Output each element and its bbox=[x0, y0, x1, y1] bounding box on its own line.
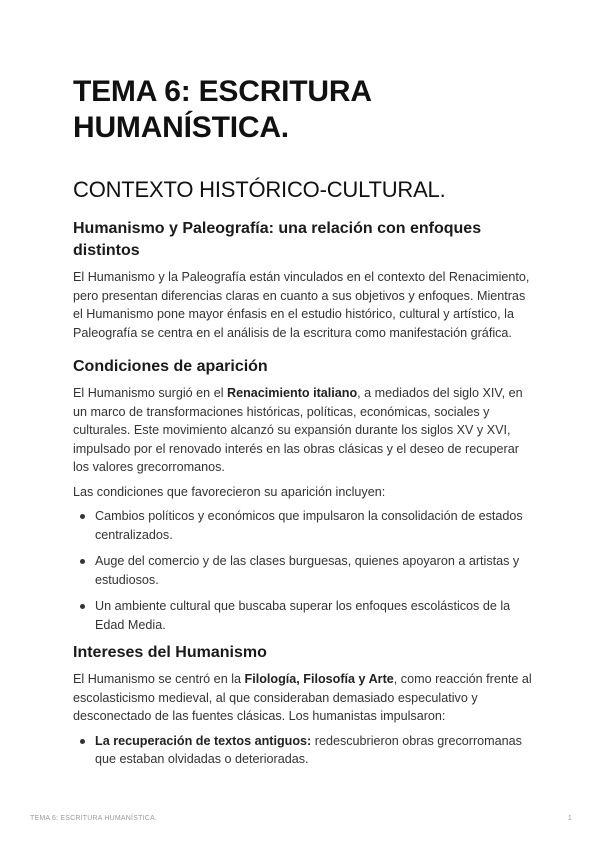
subsection-heading-humanismo-paleografia: Humanismo y Paleografía: una relación con enfoques distintos bbox=[73, 220, 482, 259]
page-footer bbox=[30, 815, 572, 822]
bullet-list-intereses bbox=[73, 732, 533, 769]
paragraph-humanismo-paleografia: El Humanismo y la Paleografía están vinculados en el contexto del Renacimiento, pero presentan diferencias claras en cuanto a sus objetivos y enfoques. Mientras el Humanismo pone mayor énfasis en el estudio histórico, cultural y artístico, la Paleografía se centra en el análisis de la escritura como manifestación gráfica. bbox=[73, 270, 530, 340]
paragraph-condiciones-intro: Las condiciones que favorecieron su aparición incluyen: bbox=[73, 484, 386, 499]
subsection-heading-condiciones: Condiciones de aparición bbox=[73, 358, 268, 375]
paragraph-intereses bbox=[73, 670, 533, 726]
bold-text: Renacimiento italiano bbox=[227, 386, 358, 400]
page-number: 1 bbox=[567, 815, 572, 822]
text-run: , como reacción frente al escolasticismo medieval, al que consideraban demasiado especulativo y desconectado de las fuentes clásicas. Los humanistas impulsaron: bbox=[73, 672, 532, 723]
text-run: redescubrieron obras grecorromanas que estaban olvidadas o deterioradas. bbox=[95, 733, 522, 766]
list-item bbox=[73, 732, 533, 769]
section-title: CONTEXTO HISTÓRICO-CULTURAL. bbox=[73, 177, 446, 202]
footer-label: TEMA 6: ESCRITURA HUMANÍSTICA. bbox=[30, 815, 157, 822]
bold-text: Filología, Filosofía y Arte bbox=[244, 672, 394, 686]
text-run: El Humanismo surgió en el bbox=[73, 386, 227, 400]
subsection-heading-intereses: Intereses del Humanismo bbox=[73, 644, 267, 661]
list-item: Auge del comercio y de las clases burguesas, quienes apoyaron a artistas y estudiosos. bbox=[73, 552, 533, 589]
document-page bbox=[73, 74, 533, 777]
text-run: El Humanismo se centró en la bbox=[73, 672, 245, 686]
bold-text: La recuperación de textos antiguos: bbox=[95, 733, 312, 748]
list-item: Cambios políticos y económicos que impulsaron la consolidación de estados centralizados. bbox=[73, 507, 533, 544]
bullet-list-condiciones bbox=[73, 507, 533, 634]
paragraph-condiciones bbox=[73, 384, 533, 477]
text-run: , a mediados del siglo XIV, en un marco de transformaciones históricas, políticas, económicas, sociales y culturales. Este movimiento alcanzó su expansión durante los siglos XV y XVI, impulsado por el renovado interés en las obras clásicas y el deseo de recuperar los valores grecorromanos. bbox=[73, 386, 523, 474]
list-item: Un ambiente cultural que buscaba superar los enfoques escolásticos de la Edad Media. bbox=[73, 597, 533, 634]
document-title: TEMA 6: ESCRITURA HUMANÍSTICA. bbox=[73, 75, 371, 144]
